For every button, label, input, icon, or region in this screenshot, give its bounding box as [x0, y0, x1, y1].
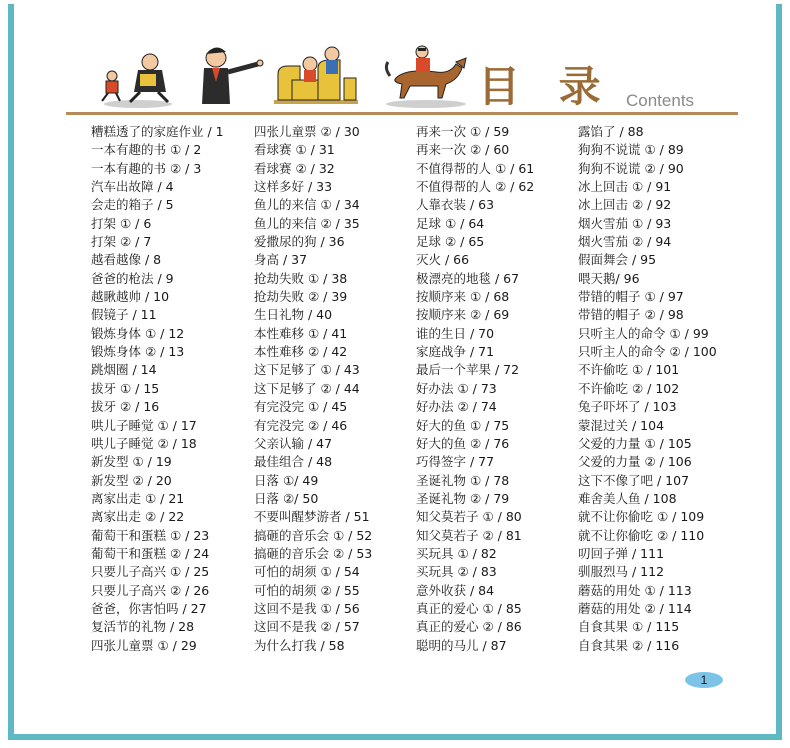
- toc-entry: 搞砸的音乐会 ① / 52: [254, 527, 373, 543]
- toc-entry: 新发型 ① / 19: [91, 454, 172, 470]
- page-subtitle: Contents: [626, 91, 695, 110]
- toc-page: [8, 4, 782, 740]
- toc-entry: 身高 / 37: [254, 252, 308, 268]
- toc-entry: 这下不像了吧 / 107: [578, 472, 690, 488]
- toc-entry: 葡萄干和蛋糕 ② / 24: [91, 545, 210, 561]
- toc-entry: 看球赛 ② / 32: [254, 160, 335, 176]
- toc-entry: 糟糕透了的家庭作业 / 1: [91, 124, 224, 139]
- toc-entry: 只听主人的命令 ① / 99: [578, 325, 709, 341]
- toc-entry: 好办法 ① / 73: [416, 380, 497, 396]
- illustration-horse-rider: [376, 38, 472, 112]
- toc-entry: 搞砸的音乐会 ② / 53: [254, 545, 373, 561]
- toc-entry: 自食其果 ① / 115: [578, 619, 680, 635]
- toc-entry: 灭火 / 66: [416, 252, 470, 268]
- toc-entry: 离家出走 ① / 21: [91, 490, 185, 506]
- toc-entry: 四张儿童票 ② / 30: [254, 124, 360, 139]
- toc-entry: 打架 ① / 6: [91, 215, 152, 231]
- toc-entry: 假镜子 / 11: [91, 307, 157, 323]
- toc-entry: 狗狗不说谎 ② / 90: [578, 160, 684, 176]
- toc-column-4: [578, 123, 717, 655]
- toc-entry: 汽车出故障 / 4: [91, 179, 174, 195]
- toc-column-3: [416, 123, 534, 655]
- toc-entry: 本性难移 ② / 42: [254, 344, 348, 360]
- toc-entry: 圣诞礼物 ② / 79: [416, 490, 510, 506]
- toc-entry: 就不让你偷吃 ② / 110: [578, 527, 705, 543]
- toc-entry: 不许偷吃 ② / 102: [578, 380, 680, 396]
- toc-entry: 这下足够了 ① / 43: [254, 362, 360, 378]
- toc-entry: 足球 ① / 64: [416, 215, 485, 231]
- toc-entry: 驯服烈马 / 112: [578, 564, 665, 580]
- toc-entry: 再来一次 ① / 59: [416, 124, 510, 139]
- toc-entry: 买玩具 ② / 83: [416, 564, 497, 580]
- illustration-pointing-man: [186, 38, 264, 112]
- toc-entry: 带错的帽子 ① / 97: [578, 289, 684, 305]
- toc-entry: 不要叫醒梦游者 / 51: [254, 509, 370, 525]
- toc-entry: 再来一次 ② / 60: [416, 142, 510, 158]
- toc-entry: 圣诞礼物 ① / 78: [416, 472, 510, 488]
- toc-entry: 烟火雪茄 ② / 94: [578, 234, 672, 250]
- toc-entry: 一本有趣的书 ② / 3: [91, 160, 202, 176]
- toc-entry: 看球赛 ① / 31: [254, 142, 335, 158]
- toc-entry: 足球 ② / 65: [416, 234, 485, 250]
- toc-entry: 可怕的胡须 ② / 55: [254, 582, 360, 598]
- toc-entry: 新发型 ② / 20: [91, 472, 172, 488]
- toc-entry: 狗狗不说谎 ① / 89: [578, 142, 684, 158]
- toc-entry: 日落 ①/ 49: [254, 472, 319, 488]
- toc-entry: 喂天鹅/ 96: [578, 270, 640, 286]
- toc-entry: 锻炼身体 ① / 12: [91, 325, 185, 341]
- toc-entry: 一本有趣的书 ① / 2: [91, 142, 202, 158]
- toc-entry: 蘑菇的用处 ① / 113: [578, 582, 692, 598]
- page-title: 目 录: [478, 62, 613, 111]
- toc-entry: 生日礼物 / 40: [254, 307, 333, 323]
- toc-column-1: [91, 123, 224, 655]
- toc-entry: 真正的爱心 ② / 86: [416, 619, 522, 635]
- toc-entry: 只要儿子高兴 ① / 25: [91, 564, 210, 580]
- illustration-armchair-scene: [270, 38, 362, 112]
- toc-entry: 会走的箱子 / 5: [91, 197, 174, 213]
- toc-entry: 冰上回击 ① / 91: [578, 179, 672, 195]
- toc-entry: 哄儿子睡觉 ② / 18: [91, 435, 197, 451]
- toc-entry: 买玩具 ① / 82: [416, 545, 497, 561]
- toc-entry: 真正的爱心 ① / 85: [416, 600, 522, 616]
- toc-entry: 这样多好 / 33: [254, 179, 333, 195]
- toc-entry: 好办法 ② / 74: [416, 399, 497, 415]
- toc-entry: 越看越像 / 8: [91, 252, 162, 268]
- toc-entry: 爸爸，你害怕吗 / 27: [91, 600, 207, 616]
- toc-entry: 就不让你偷吃 ① / 109: [578, 509, 705, 525]
- toc-entry: 鱼儿的来信 ① / 34: [254, 197, 360, 213]
- toc-entry: 兔子吓坏了 / 103: [578, 399, 677, 415]
- toc-entry: 只要儿子高兴 ② / 26: [91, 582, 210, 598]
- toc-entry: 四张儿童票 ① / 29: [91, 637, 197, 653]
- toc-entry: 知父莫若子 ① / 80: [416, 509, 522, 525]
- toc-entry: 极漂亮的地毯 / 67: [416, 270, 520, 286]
- toc-entry: 家庭战争 / 71: [416, 344, 495, 360]
- toc-entry: 烟火雪茄 ① / 93: [578, 215, 672, 231]
- toc-entry: 这下足够了 ② / 44: [254, 380, 360, 396]
- toc-entry: 有完没完 ① / 45: [254, 399, 348, 415]
- toc-entry: 父亲认输 / 47: [254, 435, 333, 451]
- toc-entry: 按顺序来 ① / 68: [416, 289, 510, 305]
- illustration-running-figures: [94, 38, 180, 112]
- toc-entry: 蒙混过关 / 104: [578, 417, 665, 433]
- toc-entry: 不值得帮的人 ② / 62: [416, 179, 535, 195]
- toc-entry: 拔牙 ① / 15: [91, 380, 160, 396]
- toc-entry: 不值得帮的人 ① / 61: [416, 160, 535, 176]
- toc-entry: 不许偷吃 ① / 101: [578, 362, 680, 378]
- toc-entry: 鱼儿的来信 ② / 35: [254, 215, 360, 231]
- toc-entry: 爱撒尿的狗 / 36: [254, 234, 345, 250]
- toc-entry: 爸爸的枪法 / 9: [91, 270, 174, 286]
- toc-entry: 蘑菇的用处 ② / 114: [578, 600, 692, 616]
- toc-entry: 抢劫失败 ① / 38: [254, 270, 348, 286]
- toc-entry: 这回不是我 ② / 57: [254, 619, 360, 635]
- toc-entry: 好大的鱼 ② / 76: [416, 435, 510, 451]
- toc-entry: 父爱的力量 ① / 105: [578, 435, 692, 451]
- toc-entry: 难舍美人鱼 / 108: [578, 490, 677, 506]
- toc-entry: 只听主人的命令 ② / 100: [578, 344, 717, 360]
- toc-entry: 离家出走 ② / 22: [91, 509, 185, 525]
- toc-entry: 冰上回击 ② / 92: [578, 197, 672, 213]
- toc-entry: 抢劫失败 ② / 39: [254, 289, 348, 305]
- toc-entry: 这回不是我 ① / 56: [254, 600, 360, 616]
- toc-entry: 为什么打我 / 58: [254, 637, 345, 653]
- toc-entry: 锻炼身体 ② / 13: [91, 344, 185, 360]
- toc-entry: 有完没完 ② / 46: [254, 417, 348, 433]
- toc-entry: 日落 ②/ 50: [254, 490, 319, 506]
- page-number-badge: 1: [685, 672, 723, 688]
- toc-entry: 跳烟圈 / 14: [91, 362, 157, 378]
- toc-entry: 谁的生日 / 70: [416, 325, 495, 341]
- toc-entry: 按顺序来 ② / 69: [416, 307, 510, 323]
- toc-entry: 最佳组合 / 48: [254, 454, 333, 470]
- toc-entry: 父爱的力量 ② / 106: [578, 454, 692, 470]
- toc-entry: 好大的鱼 ① / 75: [416, 417, 510, 433]
- toc-entry: 人靠衣装 / 63: [416, 197, 495, 213]
- toc-entry: 叨回子弹 / 111: [578, 545, 665, 561]
- toc-entry: 复活节的礼物 / 28: [91, 619, 195, 635]
- toc-entry: 自食其果 ② / 116: [578, 637, 680, 653]
- toc-entry: 本性难移 ① / 41: [254, 325, 348, 341]
- toc-entry: 巧得签字 / 77: [416, 454, 495, 470]
- toc-entry: 打架 ② / 7: [91, 234, 152, 250]
- toc-entry: 假面舞会 / 95: [578, 252, 657, 268]
- toc-entry: 可怕的胡须 ① / 54: [254, 564, 360, 580]
- toc-entry: 意外收获 / 84: [416, 582, 495, 598]
- toc-entry: 拔牙 ② / 16: [91, 399, 160, 415]
- toc-entry: 知父莫若子 ② / 81: [416, 527, 522, 543]
- header-divider: [66, 112, 738, 115]
- toc-entry: 葡萄干和蛋糕 ① / 23: [91, 527, 210, 543]
- toc-entry: 越瞅越帅 / 10: [91, 289, 170, 305]
- toc-entry: 露馅了 / 88: [578, 124, 644, 139]
- toc-entry: 带错的帽子 ② / 98: [578, 307, 684, 323]
- toc-entry: 最后一个苹果 / 72: [416, 362, 520, 378]
- toc-column-2: [254, 123, 372, 655]
- toc-entry: 聪明的马儿 / 87: [416, 637, 507, 653]
- toc-entry: 哄儿子睡觉 ① / 17: [91, 417, 197, 433]
